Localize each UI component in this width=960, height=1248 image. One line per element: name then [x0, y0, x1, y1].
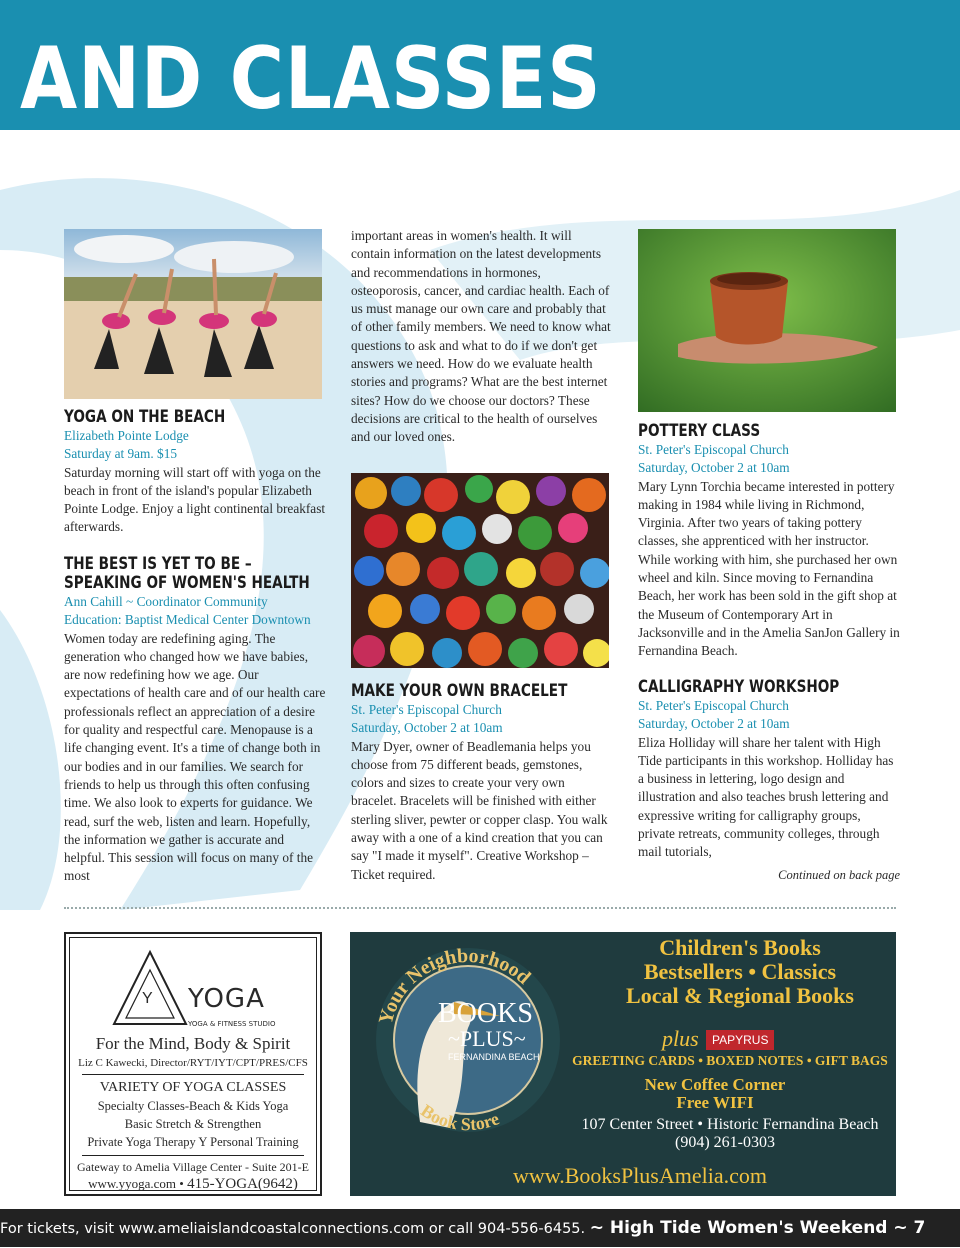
- pottery-time: Saturday, October 2 at 10am: [638, 460, 790, 476]
- yoga-time: Saturday at 9am. $15: [64, 446, 177, 462]
- beads-photo: [351, 473, 609, 668]
- svg-text:Book Store: Book Store: [417, 1100, 502, 1135]
- bracelet-time: Saturday, October 2 at 10am: [351, 720, 503, 736]
- calligraphy-section: [638, 678, 900, 884]
- womens-health-body: Women today are redefining aging. The generation who changed how we have babies, are now redefining how we age. Our expectations of health care and of our health care professionals reflect an appreciation of a desire for quality and respectful care. Menopause is a life changing event. It's a time of change both in our bodies and in our families. We search for friends to help us through this often confusing time. We also look to experts for guidance. We read, surf the web, listen and learn. Hopefully, the information we gather is accurate and helpful. This session will focus on many of the most: [64, 630, 326, 884]
- bracelet-section: [351, 682, 613, 884]
- womens-health-heading-line1: THE BEST IS YET TO BE –: [64, 554, 252, 574]
- books-line1: Children's Books: [659, 935, 821, 960]
- books-phone: (904) 261-0303: [675, 1134, 775, 1151]
- page-title: AND CLASSES: [20, 29, 602, 129]
- calligraphy-time: Saturday, October 2 at 10am: [638, 716, 790, 732]
- yoga-contact: [70, 1176, 316, 1193]
- yoga-triangle-logo-icon: [110, 948, 190, 1028]
- womens-health-continued: [351, 227, 613, 447]
- pottery-photo: [638, 229, 896, 412]
- dotted-divider: [64, 907, 896, 909]
- bracelet-heading: MAKE YOUR OWN BRACELET: [351, 681, 568, 701]
- logo-letter: Y: [142, 990, 153, 1007]
- books-plus-word: plus: [662, 1026, 699, 1051]
- yoga-body: Saturday morning will start off with yoga on the beach in front of the island's popular Elizabeth Pointe Lodge. Enjoy a light continental breakfast afterwards.: [64, 464, 326, 535]
- calligraphy-body: Eliza Holliday will share her talent with High Tide participants in this workshop. Holliday has a business in lettering, logo design and illustration and also teaches brush lettering and expressive writing for calligraphy groups, private retreats, community colleges, through mail tutorials,: [638, 734, 894, 860]
- footer-bar: [0, 1209, 960, 1247]
- pottery-section: [638, 422, 900, 661]
- yoga-director: Liz C Kawecki, Director/RYT/IYT/CPT/PRES/CFS: [78, 1057, 308, 1069]
- womens-health-continued-body: important areas in women's health. It will contain information on the latest developments and recommendations in hormones, osteoporosis, cancer, and cardiac health. Each of us must manage our own care and probably that of other family members. We need to know what questions to ask and what to do if we don't get answers we need. How do we evaluate health stories and programs? What are the best internet sites? How do we choose our doctors? These decisions are critical to the health of ourselves and our loved ones.: [351, 228, 611, 445]
- yoga-address: Gateway to Amelia Village Center - Suite 201-E: [77, 1160, 309, 1174]
- yoga-beach-photo: [64, 229, 322, 399]
- yoga-studio-ad: [64, 932, 322, 1196]
- yoga-line2: Basic Stretch & Strengthen: [124, 1117, 262, 1131]
- footer-event: ~ High Tide Women's Weekend ~ 7: [589, 1218, 926, 1238]
- footer-tickets: For tickets, visit www.ameliaislandcoastalconnections.com or call 904-556-6455.: [0, 1221, 586, 1237]
- logo-word: YOGA: [188, 984, 265, 1014]
- books-location: FERNANDINA BEACH: [448, 1052, 540, 1062]
- yoga-heading: YOGA ON THE BEACH: [64, 407, 226, 427]
- pottery-body: Mary Lynn Torchia became interested in pottery making in 1984 while living in Richmond, Virginia. After two years of taking pottery classes, she apprenticed with her instructor. While working with him, she purchased her own wheel and kiln. Since moving to Fernandina Beach, her work has been sold in the gift shop at the Museum of Contemporary Art in Jacksonville and in the Amelia SanJon Gallery in Fernandina Beach.: [638, 478, 900, 659]
- yoga-phone: 415-YOGA(9642): [187, 1176, 298, 1192]
- yoga-rule-top: [82, 1074, 304, 1075]
- svg-text:Your Neighborhood: Your Neighborhood: [374, 944, 535, 1027]
- womens-health-heading-line2: SPEAKING OF WOMEN'S HEALTH: [64, 573, 310, 593]
- books-items: GREETING CARDS • BOXED NOTES • GIFT BAGS: [572, 1053, 888, 1068]
- yoga-classes-heading: VARIETY OF YOGA CLASSES: [99, 1080, 287, 1095]
- books-address: 107 Center Street • Historic Fernandina Beach: [581, 1116, 879, 1133]
- logo-subtitle: YOGA & FITNESS STUDIO: [188, 1020, 276, 1028]
- books-line3: Local & Regional Books: [626, 983, 854, 1008]
- calligraphy-heading: CALLIGRAPHY WORKSHOP: [638, 677, 840, 697]
- yoga-rule-bottom: [82, 1155, 304, 1156]
- pottery-heading: POTTERY CLASS: [638, 421, 761, 441]
- calligraphy-venue: St. Peter's Episcopal Church: [638, 698, 789, 713]
- yoga-line1: Specialty Classes-Beach & Kids Yoga: [97, 1099, 289, 1113]
- womens-health-presenter: Ann Cahill ~ Coordinator Community Education: Baptist Medical Center Downtown: [64, 594, 311, 628]
- bracelet-body: Mary Dyer, owner of Beadlemania helps you choose from 75 different beads, gemstones, colors and sizes to create your very own bracelet. Bracelets will be finished with either sterling sliver, pewter or copper clasp. You walk away with a one of a kind creation that you can say "I made it myself". Creative Workshop – Ticket required.: [351, 738, 608, 882]
- books-wifi: Free WIFI: [676, 1093, 754, 1112]
- yoga-web: www.yyoga.com: [88, 1176, 177, 1191]
- yoga-venue: Elizabeth Pointe Lodge: [64, 428, 189, 443]
- bracelet-venue: St. Peter's Episcopal Church: [351, 702, 502, 717]
- papyrus-badge: PAPYRUS: [706, 1030, 774, 1050]
- books-name-line2: ~PLUS~: [448, 1026, 526, 1051]
- books-url[interactable]: www.BooksPlusAmelia.com: [512, 1163, 767, 1188]
- yoga-tagline: For the Mind, Body & Spirit: [95, 1034, 291, 1053]
- books-line2: Bestsellers • Classics: [643, 959, 837, 984]
- books-name-line1: BOOKS: [438, 998, 533, 1029]
- womens-health-section: [64, 555, 326, 886]
- pottery-venue: St. Peter's Episcopal Church: [638, 442, 789, 457]
- books-plus-ad: [350, 932, 896, 1196]
- continued-note: Continued on back page: [778, 867, 900, 882]
- yoga-section: [64, 408, 326, 537]
- books-coffee: New Coffee Corner: [644, 1075, 786, 1094]
- yoga-line3: Private Yoga Therapy Y Personal Training: [87, 1135, 299, 1149]
- yoga-bullet: •: [179, 1176, 184, 1191]
